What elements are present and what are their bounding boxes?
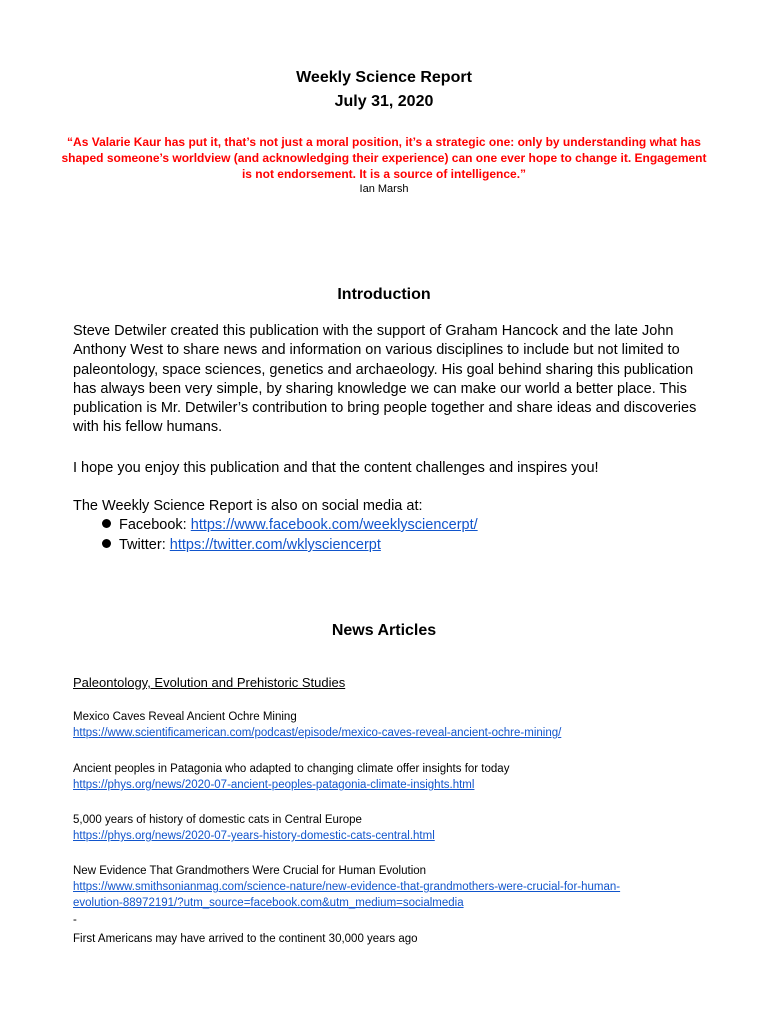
introduction-closing: I hope you enjoy this publication and that the content challenges and inspires you!	[73, 460, 599, 476]
social-label: Twitter:	[119, 537, 170, 553]
article-link[interactable]: https://phys.org/news/2020-07-ancient-peoples-patagonia-climate-insights.html	[73, 779, 475, 791]
article-title: New Evidence That Grandmothers Were Crucial for Human Evolution	[73, 865, 427, 877]
article-title: 5,000 years of history of domestic cats in Central Europe	[73, 814, 362, 826]
twitter-link[interactable]: https://twitter.com/wklysciencerpt	[169, 537, 381, 553]
article-title: Ancient peoples in Patagonia who adapted to changing climate offer insights for today	[73, 763, 510, 775]
article-link[interactable]: https://phys.org/news/2020-07-years-history-domestic-cats-central.html	[73, 830, 435, 842]
article-link-line: https://www.smithsonianmag.com/science-nature/new-evidence-that-grandmothers-were-crucial-for-human-	[73, 881, 621, 893]
article-link[interactable]	[73, 881, 620, 909]
facebook-link[interactable]: https://www.facebook.com/weeklysciencerpt/	[190, 517, 478, 533]
introduction-paragraph: Steve Detwiler created this publication with the support of Graham Hancock and the late John Anthony West to share news and information on various disciplines to include but not limited to paleontology, space sciences, genetics and archaeology. His goal behind sharing this publication has always been very simple, by sharing knowledge we can make our world a better place. This publication is Mr. Detwiler’s contribution to bring people together and share ideas and discoveries with his fellow humans.	[73, 323, 697, 436]
section-title: Paleontology, Evolution and Prehistoric Studies	[73, 675, 346, 690]
introduction-heading: Introduction	[337, 286, 431, 303]
bullet-icon	[102, 539, 111, 548]
social-intro: The Weekly Science Report is also on social media at:	[73, 498, 423, 514]
article-title: Mexico Caves Reveal Ancient Ochre Mining	[73, 711, 297, 723]
article-item	[73, 761, 713, 793]
article-link-line: evolution-88972191/?utm_source=facebook.com&utm_medium=socialmedia	[73, 897, 464, 909]
article-title: First Americans may have arrived to the continent 30,000 years ago	[73, 933, 418, 945]
stray-mark: -	[73, 914, 77, 926]
quote-text: “As Valarie Kaur has put it, that’s not just a moral position, it’s a strategic one: only by understanding what has shaped someone’s worldview (and acknowledging their experience) can one ever hope to change it. Engagement is not endorsement. It is a source of intelligence.”	[61, 135, 707, 181]
news-heading: News Articles	[331, 622, 437, 639]
quote-author: Ian Marsh	[359, 183, 409, 195]
article-item	[73, 709, 713, 741]
social-item-facebook	[102, 516, 478, 535]
article-item	[73, 812, 713, 844]
social-item-twitter	[102, 536, 381, 555]
bullet-icon	[102, 519, 111, 528]
article-item	[73, 863, 713, 911]
article-link[interactable]: https://www.scientificamerican.com/podcast/episode/mexico-caves-reveal-ancient-ochre-mining/	[73, 727, 562, 739]
report-title: Weekly Science Report	[296, 69, 472, 86]
report-date: July 31, 2020	[334, 93, 434, 110]
social-label: Facebook:	[119, 517, 191, 533]
article-item	[73, 931, 713, 947]
